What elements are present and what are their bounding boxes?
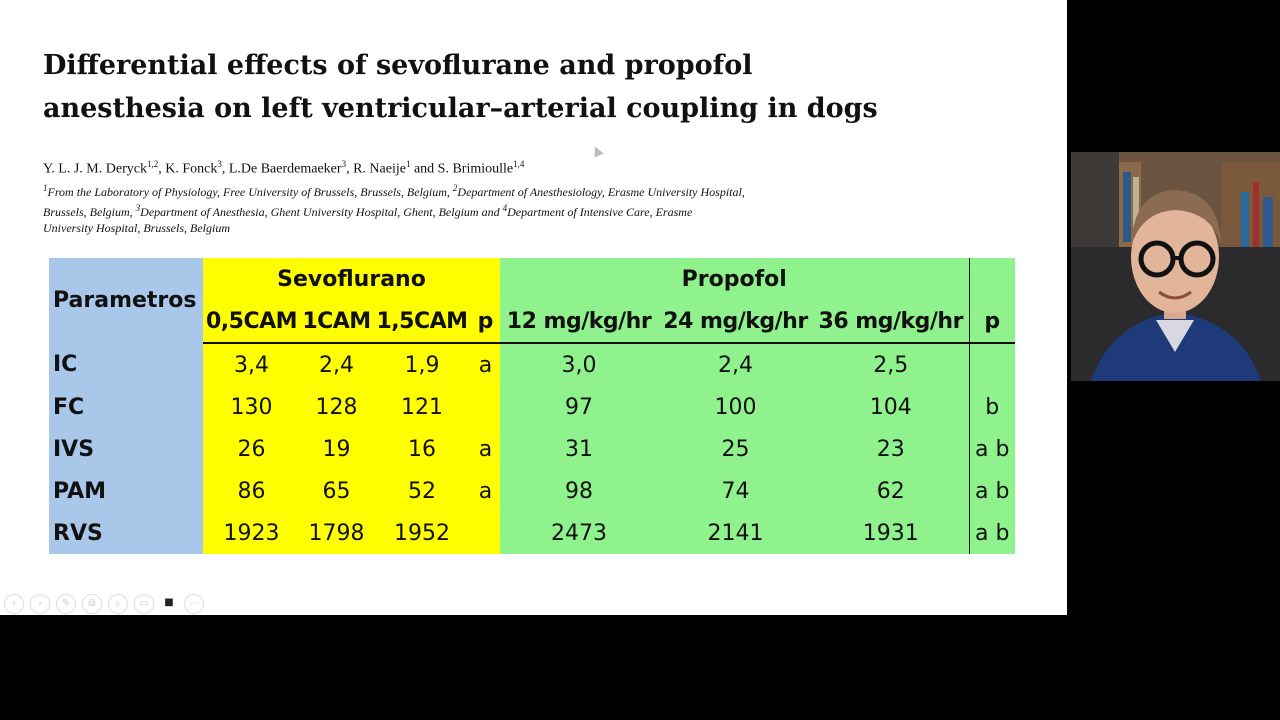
forward-icon[interactable]: ›	[30, 594, 50, 614]
sevo-p-cell: a	[471, 343, 500, 386]
table-cell: 16	[373, 428, 471, 470]
affil-sup-1: 1	[43, 183, 48, 193]
row-label: PAM	[49, 470, 203, 512]
sevo-p-header: p	[471, 300, 500, 343]
affil-sup-3: 3	[135, 203, 141, 213]
table-cell: 19	[300, 428, 373, 470]
propofol-p-header-top	[969, 258, 1015, 300]
table-row	[49, 343, 1015, 386]
table-cell: 121	[373, 386, 471, 428]
affil-text-2b: Department of Anesthesia, Ghent University Hospital, Ghent, Belgium and	[140, 205, 503, 219]
affil-sup-4: 4	[502, 203, 508, 213]
sevo-col-header: 1,5CAM	[373, 300, 471, 343]
author-2-sup: 3	[217, 159, 222, 169]
table-cell: 2,4	[300, 343, 373, 386]
table-cell: 86	[203, 470, 300, 512]
sevo-col-header: 0,5CAM	[203, 300, 300, 343]
table-cell: 2141	[658, 512, 813, 554]
affiliations	[43, 180, 843, 236]
table-cell: 3,4	[203, 343, 300, 386]
table-cell: 1,9	[373, 343, 471, 386]
row-label: FC	[49, 386, 203, 428]
camera-icon[interactable]: ■	[164, 597, 174, 608]
table-cell: 128	[300, 386, 373, 428]
table-cell: 26	[203, 428, 300, 470]
slideshow-toolbar	[4, 594, 204, 614]
table-cell: 130	[203, 386, 300, 428]
author-1-sup: 1,2	[146, 159, 159, 169]
propofol-p-cell: b	[969, 386, 1015, 428]
subtitles-icon[interactable]: ▭	[134, 594, 154, 614]
author-3: , L.De Baerdemaeker	[221, 161, 342, 177]
table-cell: 100	[658, 386, 813, 428]
table-cell: 98	[500, 470, 658, 512]
slide-title	[43, 44, 1043, 130]
affil-line-3: University Hospital, Brussels, Belgium	[43, 221, 230, 235]
table-cell: 104	[813, 386, 969, 428]
authors-line	[43, 159, 524, 178]
row-label: IVS	[49, 428, 203, 470]
sevo-p-cell: a	[471, 428, 500, 470]
author-4-sup: 1	[405, 159, 411, 169]
table-cell: 2,4	[658, 343, 813, 386]
table-cell: 31	[500, 428, 658, 470]
table-cell: 1952	[373, 512, 471, 554]
propofol-p-header: p	[969, 300, 1015, 343]
table-cell: 2,5	[813, 343, 969, 386]
table-cell: 62	[813, 470, 969, 512]
propofol-p-cell: a b	[969, 512, 1015, 554]
author-4: , R. Naeije	[346, 161, 406, 177]
propofol-col-header: 12 mg/kg/hr	[500, 300, 658, 343]
webcam-feed	[1071, 152, 1280, 381]
title-line-2: anesthesia on left ventricular–arterial coupling in dogs	[43, 93, 878, 124]
author-1: Y. L. J. M. Deryck	[43, 161, 147, 177]
zoom-icon[interactable]: ⌕	[108, 594, 128, 614]
table-row	[49, 428, 1015, 470]
propofol-col-header: 24 mg/kg/hr	[658, 300, 813, 343]
author-2: , K. Fonck	[158, 161, 218, 177]
author-5-sup: 1,4	[513, 159, 525, 169]
propofol-p-cell: a b	[969, 470, 1015, 512]
sevo-p-cell	[471, 512, 500, 554]
more-icon[interactable]: ⋯	[184, 594, 204, 614]
table-cell: 25	[658, 428, 813, 470]
results-table	[49, 258, 1015, 554]
table-cell: 74	[658, 470, 813, 512]
affil-line-1	[43, 180, 843, 200]
table-cell: 2473	[500, 512, 658, 554]
table-row	[49, 512, 1015, 554]
row-label: RVS	[49, 512, 203, 554]
sevo-col-header: 1CAM	[300, 300, 373, 343]
propofol-p-cell	[969, 343, 1015, 386]
affil-text-1: From the Laboratory of Physiology, Free University of Brussels, Brussels, Belgium,	[47, 185, 453, 199]
table-cell: 1923	[203, 512, 300, 554]
sevo-p-cell	[471, 386, 500, 428]
param-header: Parametros	[49, 258, 203, 343]
affil-text-2c: Department of Intensive Care, Erasme	[507, 205, 693, 219]
propofol-col-header: 36 mg/kg/hr	[813, 300, 969, 343]
table-cell: 1798	[300, 512, 373, 554]
table-cell: 52	[373, 470, 471, 512]
table-cell: 1931	[813, 512, 969, 554]
webcam-image	[1071, 152, 1280, 381]
affil-line-2	[43, 200, 843, 220]
author-5: and S. Brimioulle	[410, 161, 514, 177]
table-cell: 97	[500, 386, 658, 428]
affil-sup-2: 2	[452, 183, 458, 193]
table-cell: 23	[813, 428, 969, 470]
table-cell: 3,0	[500, 343, 658, 386]
pen-icon[interactable]: ✎	[56, 594, 76, 614]
author-3-sup: 3	[341, 159, 347, 169]
affil-text-1b: Department of Anesthesiology, Erasme University Hospital,	[457, 185, 745, 199]
table-cell: 65	[300, 470, 373, 512]
affil-text-2: Brussels, Belgium,	[43, 205, 136, 219]
back-icon[interactable]: ‹	[4, 594, 24, 614]
sevo-header: Sevoflurano	[203, 258, 500, 300]
mouse-cursor-icon	[590, 144, 603, 157]
table-row	[49, 386, 1015, 428]
sevo-p-cell: a	[471, 470, 500, 512]
propofol-p-cell: a b	[969, 428, 1015, 470]
table-row	[49, 470, 1015, 512]
row-label: IC	[49, 343, 203, 386]
propofol-header: Propofol	[500, 258, 969, 300]
copy-icon[interactable]: ⧉	[82, 594, 102, 614]
title-line-1: Differential effects of sevoflurane and propofol	[43, 50, 753, 81]
